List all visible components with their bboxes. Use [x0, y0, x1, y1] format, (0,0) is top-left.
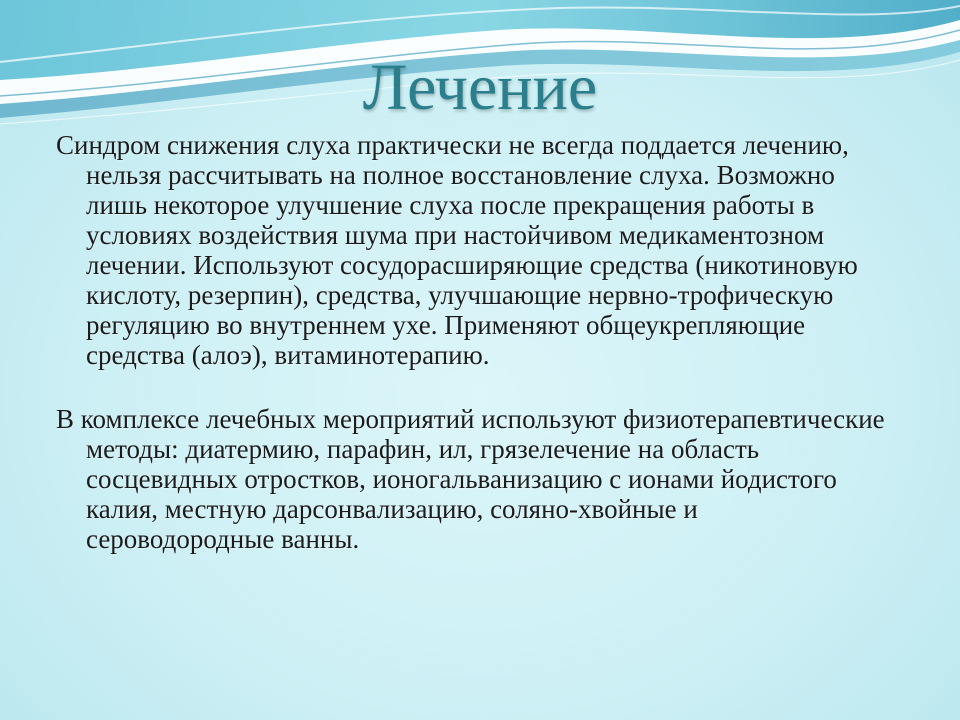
slide-title: Лечение [362, 51, 598, 124]
paragraph-treatment-medication: Синдром снижения слуха практически не всегда поддается лечению, нельзя рассчитывать на полное восстановление слуха. Возможно лишь некоторое улучшение слуха после прекращения работы в условиях воздействия шума при настойчивом медикаментозном лечении. Используют сосудорасширяющие средства (никотиновую кислоту, резерпин), средства, улучшающие нервно-трофическую регуляцию во внутреннем ухе. Применяют общеукрепляющие средства (алоэ), витаминотерапию. [56, 130, 858, 370]
paragraph-treatment-physiotherapy: В комплексе лечебных мероприятий используют физиотерапевтические методы: диатермию, парафин, ил, грязелечение на область сосцевидных отростков, ионогальванизацию с ионами йодистого калия, местную дарсонвализацию, соляно-хвойные и сероводородные ванны. [56, 404, 885, 554]
slide-body [56, 130, 886, 588]
